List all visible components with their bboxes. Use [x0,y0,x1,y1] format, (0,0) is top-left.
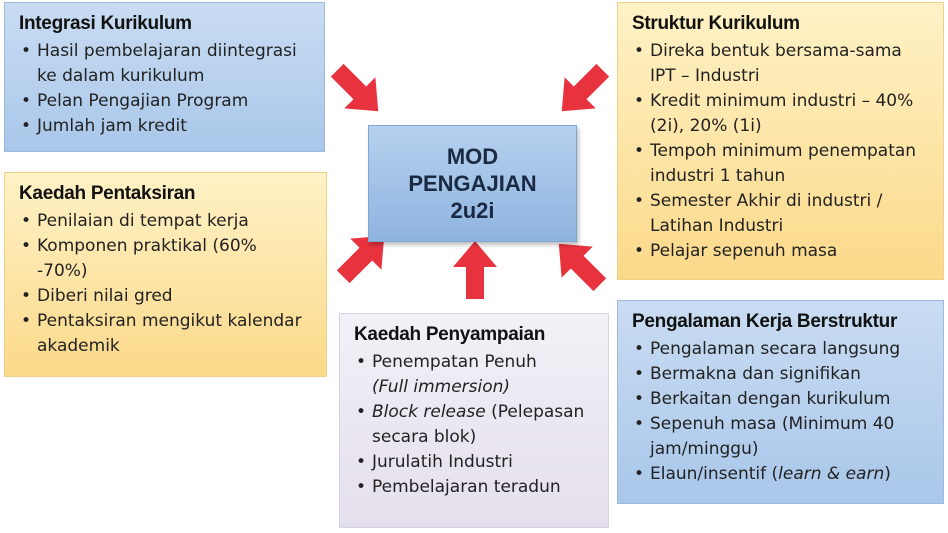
box-integrasi-kurikulum [4,2,325,152]
penempatan-text: Penempatan Penuh [372,352,537,372]
integrasi-item: • Jumlah jam kredit [19,114,310,139]
pengalaman-item-elaun [632,462,929,487]
pengalaman-item: • Berkaitan dengan kurikulum [632,387,929,412]
box-kaedah-pentaksiran [4,172,327,377]
struktur-item: • Direka bentuk bersama-sama IPT – Industri [632,39,929,89]
box-pengalaman-kerja-berstruktur [617,300,944,504]
center-line-2: PENGAJIAN [408,171,537,196]
pentaksiran-item: • Penilaian di tempat kerja [19,209,312,234]
pengalaman-item: • Bermakna dan signifikan [632,362,929,387]
pentaksiran-title: Kaedah Pentaksiran [19,183,196,204]
struktur-item: • Semester Akhir di industri / Latihan Industri [632,189,929,239]
box-kaedah-penyampaian [339,313,609,528]
penyampaian-item-block [354,400,594,450]
center-line-3: 2u2i [450,198,495,223]
pelepasan-text: (Pelepasan secara blok) [372,402,585,447]
elaun-italic: learn & earn [778,464,885,484]
struktur-item: • Tempoh minimum penempatan industri 1 tahun [632,139,929,189]
struktur-item: • Pelajar sepenuh masa [632,239,929,264]
integrasi-title: Integrasi Kurikulum [19,13,192,34]
pentaksiran-item: • Komponen praktikal (60% -70%) [19,234,312,284]
pengalaman-item: • Pengalaman secara langsung [632,337,929,362]
elaun-prefix: Elaun/insentif ( [650,464,779,484]
elaun-suffix: ) [884,464,891,484]
struktur-title: Struktur Kurikulum [632,13,800,34]
penyampaian-item: • Jurulatih Industri [354,450,594,475]
arrow-from-struktur [546,55,618,127]
arrow-from-integrasi [322,55,394,127]
pengalaman-item: • Sepenuh masa (Minimum 40 jam/minggu) [632,412,929,462]
pengalaman-title: Pengalaman Kerja Berstruktur [632,311,898,332]
block-release-text: Block release [372,402,486,422]
pentaksiran-item: • Pentaksiran mengikut kalendar akademik [19,309,312,359]
integrasi-item: • Pelan Pengajian Program [19,89,310,114]
pentaksiran-item: • Diberi nilai gred [19,284,312,309]
penyampaian-item: • Pembelajaran teradun [354,475,594,500]
penyampaian-title: Kaedah Penyampaian [354,324,546,345]
arrow-from-penyampaian [453,241,497,299]
full-immersion-text: (Full immersion) [372,377,511,397]
penyampaian-item-penempatan [354,350,594,400]
box-struktur-kurikulum [617,2,944,280]
integrasi-item: • Hasil pembelajaran diintegrasi ke dalam kurikulum [19,39,310,89]
center-mod-pengajian [368,125,577,242]
center-line-1: MOD [446,144,499,169]
struktur-item: • Kredit minimum industri – 40% (2i), 20% (1i) [632,89,929,139]
